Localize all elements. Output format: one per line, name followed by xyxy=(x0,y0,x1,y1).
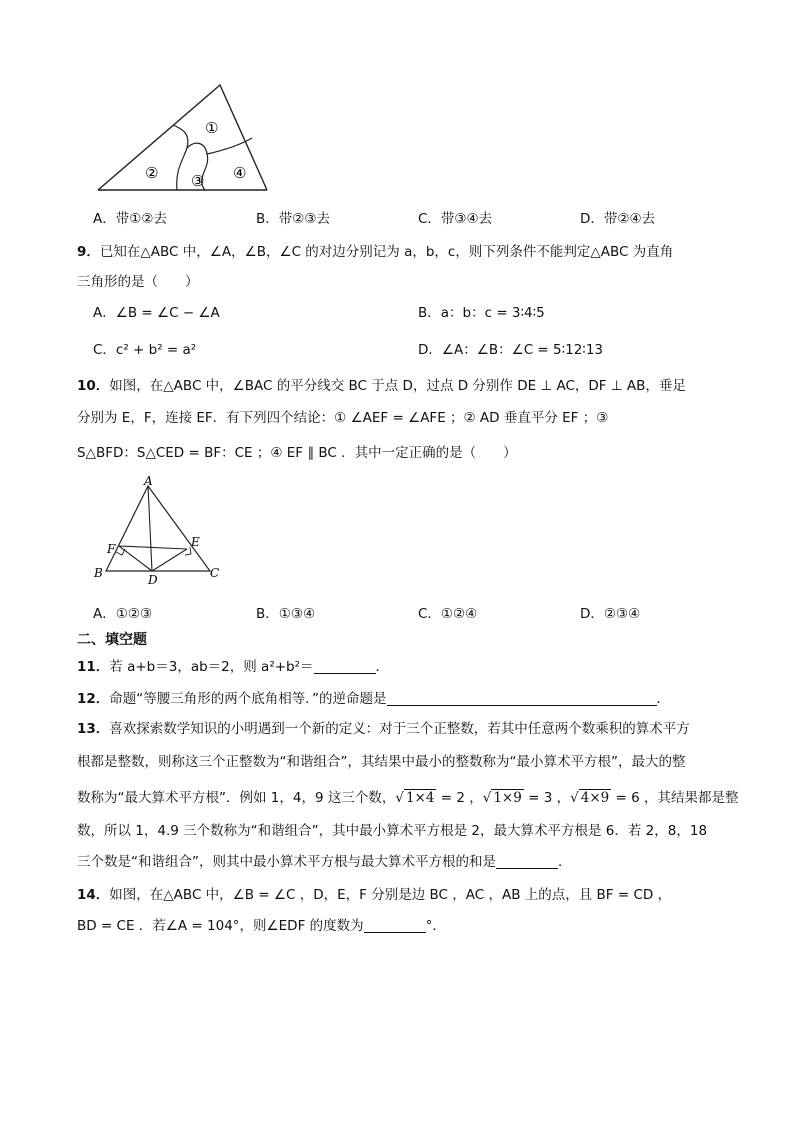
q12-end: ． xyxy=(656,691,671,707)
q14-number: 14． xyxy=(77,887,110,903)
q10-option-a[interactable]: A．①②③ xyxy=(93,606,153,622)
q11-end: ． xyxy=(375,659,390,675)
q13-stem-line2: 根都是整数，则称这三个正整数为“和谐组合”，其结果中最小的整数称为“最小算术平方根”，最大的整 xyxy=(77,754,686,770)
q10-triangle-figure xyxy=(92,476,227,586)
q14-answer-blank[interactable] xyxy=(364,918,426,933)
q13-sqrt-2: √ 1×9 xyxy=(482,790,522,806)
piece-label-2: ② xyxy=(145,164,159,182)
fig-label-b: B xyxy=(94,566,103,580)
q10-option-b[interactable]: B．①③④ xyxy=(256,606,316,622)
q13-eq-3: = 6 ，其结果都是整 xyxy=(611,790,739,806)
q11-answer-blank[interactable] xyxy=(314,659,376,674)
q13-sqrt-3: √ 4×9 xyxy=(570,790,610,806)
q13-text-line5: 三个数是“和谐组合”，则其中最小算术平方根与最大算术平方根的和是 xyxy=(77,854,496,870)
q9-option-c[interactable]: C．c² + b² = a² xyxy=(93,342,197,358)
q13-stem-line3 xyxy=(77,786,739,806)
q11-text: 若 a+b＝3，ab＝2，则 a²+b²＝ xyxy=(109,659,314,675)
q10-number: 10． xyxy=(77,378,110,394)
broken-triangle-figure xyxy=(95,80,275,195)
q13-stem-line1 xyxy=(77,717,690,737)
q10-stem-line3: S△BFD：S△CED = BF：CE ；④ EF ∥ BC ．其中一定正确的是（ ） xyxy=(77,445,517,461)
q13-text-line1: 喜欢探索数学知识的小明遇到一个新的定义：对于三个正整数，若其中任意两个数乘积的算术平方 xyxy=(109,721,690,737)
q8-option-c[interactable]: C．带③④去 xyxy=(418,211,493,227)
q14-stem-line1 xyxy=(77,883,671,903)
q9-text-line1: 已知在△ABC 中，∠A，∠B，∠C 的对边分别记为 a，b，c，则下列条件不能判定△ABC 为直角 xyxy=(99,244,674,260)
fig-label-c: C xyxy=(210,566,220,580)
q14-end: °． xyxy=(425,918,446,934)
fig-label-f: F xyxy=(107,542,116,556)
q12-line xyxy=(77,687,670,707)
q8-option-a[interactable]: A．带①②去 xyxy=(93,211,167,227)
q13-stem-line5 xyxy=(77,850,572,870)
q11-line xyxy=(77,655,389,675)
q13-text-line3: 数称为“最大算术平方根”．例如 1，4，9 这三个数， xyxy=(77,790,396,806)
q9-stem-line2: 三角形的是（ ） xyxy=(77,274,199,290)
q12-answer-blank[interactable] xyxy=(387,691,657,706)
q14-stem-line2 xyxy=(77,914,446,934)
q13-answer-blank[interactable] xyxy=(496,854,558,869)
q8-option-b[interactable]: B．带②③去 xyxy=(256,211,330,227)
q14-text-line1: 如图，在△ABC 中，∠B = ∠C ，D，E，F 分别是边 BC ，AC ，AB 上的点，且 BF = CD ， xyxy=(109,887,672,903)
section-heading-fill-in: 二、填空题 xyxy=(77,632,147,648)
q13-eq-1: = 2 ， xyxy=(436,790,483,806)
q12-number: 12． xyxy=(77,691,110,707)
piece-label-1: ① xyxy=(205,119,219,137)
piece-label-4: ④ xyxy=(233,164,247,182)
q13-number: 13． xyxy=(77,721,110,737)
q9-stem-line1 xyxy=(77,240,673,260)
q9-number: 9． xyxy=(77,244,100,260)
fig-label-d: D xyxy=(148,573,158,586)
q13-end: ． xyxy=(558,854,572,870)
q8-option-d[interactable]: D．带②④去 xyxy=(580,211,656,227)
q14-text-line2: BD = CE ．若∠A = 104°，则∠EDF 的度数为 xyxy=(77,918,364,934)
q11-number: 11． xyxy=(77,659,110,675)
q10-option-d[interactable]: D．②③④ xyxy=(580,606,641,622)
q13-eq-2: = 3 ， xyxy=(523,790,571,806)
q10-stem-line1 xyxy=(77,374,686,394)
fig-label-a: A xyxy=(144,476,153,488)
piece-label-3: ③ xyxy=(191,172,205,190)
q9-option-a[interactable]: A．∠B = ∠C − ∠A xyxy=(93,305,220,321)
fig-label-e: E xyxy=(191,535,200,549)
q13-stem-line4: 数，所以 1，4.9 三个数称为“和谐组合”，其中最小算术平方根是 2，最大算术平方根是 6．若 2，8，18 xyxy=(77,823,708,839)
q10-option-c[interactable]: C．①②④ xyxy=(418,606,478,622)
q12-text: 命题“等腰三角形的两个底角相等．”的逆命题是 xyxy=(109,691,387,707)
q13-sqrt-1: √ 1×4 xyxy=(395,790,435,806)
q9-option-b[interactable]: B．a：b：c = 3∶4∶5 xyxy=(418,305,545,321)
q10-stem-line2: 分别为 E，F，连接 EF．有下列四个结论：① ∠AEF = ∠AFE ；② AD 垂直平分 EF ；③ xyxy=(77,410,609,426)
q9-option-d[interactable]: D．∠A：∠B：∠C = 5∶12∶13 xyxy=(418,342,603,358)
q10-text-line1: 如图，在△ABC 中，∠BAC 的平分线交 BC 于点 D，过点 D 分别作 DE ⊥ AC，DF ⊥ AB，垂足 xyxy=(109,378,686,394)
